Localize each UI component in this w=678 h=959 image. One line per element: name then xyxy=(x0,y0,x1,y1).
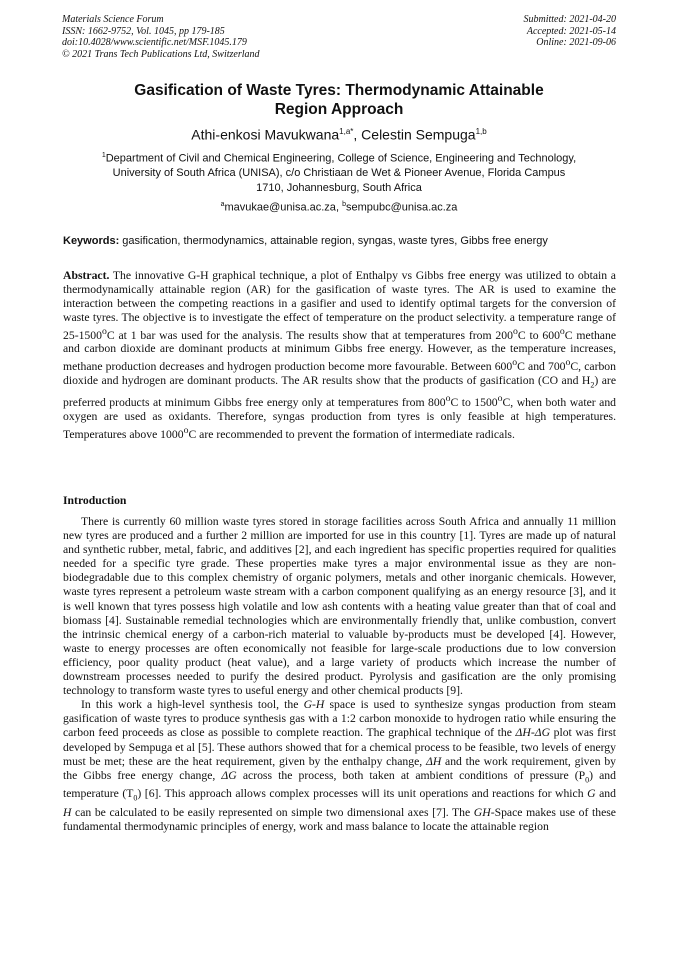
abstract-text: C, when both water and oxygen are used as oxidants. Therefore, syngas production from tyres is only feasible at high temperatures. Temperatures above 1000 xyxy=(63,396,617,441)
abstract xyxy=(63,269,616,442)
email-a-marker: a xyxy=(220,201,225,208)
paragraph-text: ) and temperature (T xyxy=(63,768,616,801)
italic-term: G xyxy=(587,787,596,801)
header-left xyxy=(62,14,260,60)
degree-sign: o xyxy=(183,425,189,437)
author-1: Athi-enkosi Mavukwana xyxy=(191,126,340,143)
title-line-2: Region Approach xyxy=(274,101,404,118)
paragraph-text: -Space makes use of these fundamental thermodynamic principles of energy, work and mass balance to locate the attainable region xyxy=(63,805,616,833)
online-date: Online: 2021-09-06 xyxy=(536,37,616,48)
doi-line[interactable]: doi:10.4028/www.scientific.net/MSF.1045.179 xyxy=(62,37,247,48)
paragraph-text: and the work requirement, given by the Gibbs free energy change, xyxy=(63,754,617,782)
degree-sign: o xyxy=(565,357,571,369)
abstract-text: C to 1500 xyxy=(450,396,498,410)
abstract-text: C are recommended to prevent the formation of intermediate radicals. xyxy=(188,427,515,441)
degree-sign: o xyxy=(559,325,565,337)
abstract-text: C and 700 xyxy=(517,360,566,374)
degree-sign: o xyxy=(497,393,503,405)
abstract-text: The innovative G-H graphical technique, a plot of Enthalpy vs Gibbs free energy was utilized to obtain a thermodynamically attainable region (AR) for the gasification of waste tyres. The AR is used to examine the interaction between the competing reactions in a gasifier and used to identify optimal targets for the conversion of waste tyres. The objective is to investigate the effect of temperature on the product selectivity. a temperature range of 25-1500 xyxy=(63,269,616,342)
degree-sign: o xyxy=(101,325,107,337)
abstract-text: C at 1 bar was used for the analysis. The results show that at temperatures from 200 xyxy=(106,328,513,342)
issn-line: ISSN: 1662-9752, Vol. 1045, pp 179-185 xyxy=(62,25,225,37)
degree-sign: o xyxy=(512,357,518,369)
italic-term: ΔH xyxy=(425,754,442,768)
paragraph-text: space is used to synthesize syngas production from steam gasification of waste tyres to produce synthesis gas with a 1:2 carbon monoxide to hydrogen ratio while ensuring the carbon feed proceeds as close as possible to complete reaction. The graphical technique of the xyxy=(63,698,616,740)
journal-name: Materials Science Forum xyxy=(62,14,164,25)
intro-paragraph-1: There is currently 60 million waste tyres stored in storage facilities across South Africa and annually 11 million new tyres are produced and a further 2 million are imported for use in this country [1]. Tyres are made up of natural and synthetic rubber, metal, fabric, and additives [2], and each ingredient has specific properties required for qualities needed for a specific tyre grade. These properties make tyres a major environmental issue as they are non-biodegradable due to this complex chemistry of organic polymers, metals and other inorganic chemicals. However, waste tyres represent a petroleum waste stream with a carbon component qualifying as an energy resource [3], and it is well known that tyres possess high volatile and low ash contents with a heating value greater than that of coal and biomass [4]. Sustainable remedial technologies which are environmentally friendly that, unlike combustion, convert the intrinsic chemical energy of a carbon-rich material to valuable by-products must be developed [4]. However, waste to energy processes are often economically not feasible for large-scale productions due to low conversion efficiency, poor quality product (heat value), and a large variety of products which increase the number of downstream processes needed to purify the desired product. Pyrolysis and gasification are the only promising technology to transform waste tyres to useful energy and other chemical products [9]. xyxy=(63,515,616,698)
subscript: 0 xyxy=(133,793,138,803)
author-2: Celestin Sempuga xyxy=(361,126,476,143)
abstract-text: C to 600 xyxy=(517,328,560,342)
intro-paragraph-2 xyxy=(63,698,616,834)
abstract-text: C methane and carbon dioxide are dominant products at minimum Gibbs free energy. However, as the temperature increases, methane production decreases and hydrogen production become more favourable. Between 600 xyxy=(63,328,617,374)
paragraph-text: ) [6]. This approach allows complex processes will its unit operations and reactions for which xyxy=(137,787,588,801)
author-list xyxy=(60,123,618,144)
affiliation-line-1: Department of Civil and Chemical Engineering, College of Science, Engineering and Technology, xyxy=(105,152,577,165)
abstract-label: Abstract. xyxy=(63,269,110,282)
degree-sign: o xyxy=(445,393,451,405)
title-line-1: Gasification of Waste Tyres: Thermodynamic Attainable xyxy=(134,82,544,99)
accepted-date: Accepted: 2021-05-14 xyxy=(526,25,616,37)
keywords-text: gasification, thermodynamics, attainable region, syngas, waste tyres, Gibbs free energy xyxy=(119,235,548,247)
italic-term: G-H xyxy=(303,698,325,712)
email-b-marker: b xyxy=(342,201,346,208)
italic-term: GH xyxy=(473,805,491,819)
affiliation xyxy=(60,149,618,195)
paper-title xyxy=(60,81,618,119)
email-a[interactable]: mavukae@unisa.ac.za xyxy=(224,201,336,214)
italic-term: H xyxy=(63,805,72,819)
subscript: 2 xyxy=(590,380,595,390)
author-separator: , xyxy=(353,126,362,143)
email-separator: , xyxy=(335,201,343,214)
paragraph-text: can be calculated to be easily represented on simple two dimensional axes [7]. The xyxy=(71,805,474,819)
italic-term: ΔH-ΔG xyxy=(515,726,551,740)
abstract-text: ) are preferred products at minimum Gibbs free energy only at temperatures from 800 xyxy=(63,374,617,410)
submitted-date: Submitted: 2021-04-20 xyxy=(523,14,616,25)
keywords xyxy=(63,234,617,248)
header-right xyxy=(524,14,617,49)
email-b[interactable]: sempubc@unisa.ac.za xyxy=(345,201,458,214)
paragraph-text: plot was first developed by Sempuga et al [5]. These authors showed that for a chemical process to be feasible, two levels of energy must be met; these are the heat requirement, given by the enthalpy change, xyxy=(63,726,616,768)
abstract-text: C, carbon dioxide and hydrogen are dominant products. The AR results show that the products of gasification (CO and H xyxy=(63,360,616,388)
paragraph-text: and xyxy=(595,787,616,801)
italic-term: ΔG xyxy=(221,768,237,782)
introduction-body xyxy=(63,515,616,834)
email-list xyxy=(60,198,618,215)
paragraph-text: across the process, both taken at ambient conditions of pressure (P xyxy=(236,768,586,782)
section-heading-introduction: Introduction xyxy=(63,494,127,507)
author-1-affiliation: 1,a* xyxy=(339,127,354,136)
affiliation-line-2: University of South Africa (UNISA), c/o Christiaan de Wet & Pioneer Avenue, Florida Campus xyxy=(112,167,566,180)
degree-sign: o xyxy=(512,325,518,337)
affiliation-line-3: 1710, Johannesburg, South Africa xyxy=(256,181,422,194)
paragraph-text: In this work a high-level synthesis tool, the xyxy=(81,698,304,712)
author-2-affiliation: 1,b xyxy=(475,127,487,136)
copyright-line: © 2021 Trans Tech Publications Ltd, Switzerland xyxy=(62,48,260,60)
affiliation-marker: 1 xyxy=(101,152,106,159)
keywords-label: Keywords: xyxy=(63,235,120,247)
subscript: 0 xyxy=(585,775,590,785)
